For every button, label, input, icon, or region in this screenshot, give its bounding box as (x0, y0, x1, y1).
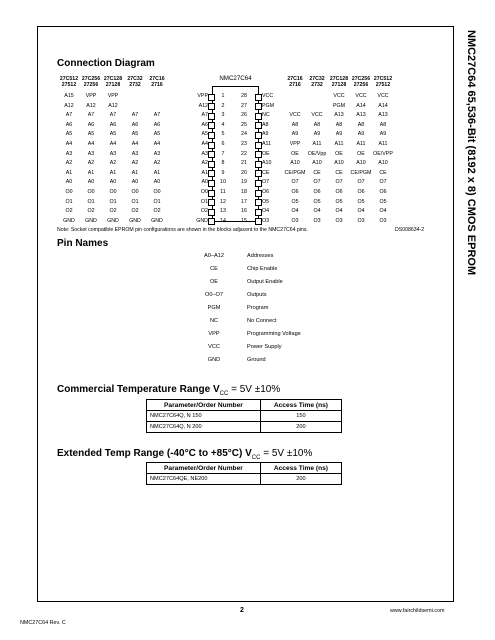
pin-description: Chip Enable (247, 266, 278, 272)
chip-right-label: O6 (262, 189, 270, 195)
right-col-cell: O6 (313, 189, 321, 195)
right-col-cell: O4 (313, 208, 321, 215)
chip-left-label: VPP (197, 93, 208, 99)
left-col-cell: A3 (109, 150, 117, 157)
chip-right-label: PGM (262, 102, 275, 109)
left-col-cell: A12 (86, 102, 96, 109)
right-col-cell: O5 (379, 198, 387, 205)
chip-right-label: VCC (262, 93, 274, 99)
left-col-cell: O1 (109, 198, 117, 205)
left-col-cell: A7 (87, 112, 95, 119)
right-col-cell: A11 (378, 141, 388, 147)
right-col-cell: O3 (313, 217, 321, 224)
pin-box (208, 151, 215, 158)
right-pin-number: 20 (241, 169, 247, 176)
chip-left-label: A5 (201, 131, 208, 138)
right-pin-number: 21 (241, 160, 247, 167)
pin-box (208, 142, 215, 149)
diagram-note: Note: Socket compatible EPROM pin configurations are shown in the blocks adjacent to the NMC27C64 pins. (57, 227, 308, 233)
left-col-cell: A5 (87, 131, 95, 138)
pin-description: Programming Voltage (247, 331, 301, 337)
page-number: 2 (240, 607, 244, 614)
left-col-cell: GND (85, 217, 97, 224)
left-pin-number: 3 (221, 112, 225, 119)
left-col-cell: O2 (153, 208, 161, 215)
left-col-cell: A4 (131, 141, 139, 147)
left-col-cell: A2 (65, 160, 73, 167)
chip-left-label: A6 (201, 121, 208, 128)
left-col-cell: O2 (109, 208, 117, 215)
left-col-cell: A0 (153, 179, 161, 186)
left-col-header: 27C16 2716 (149, 76, 165, 88)
right-pin-number: 22 (241, 150, 247, 157)
chip-left-label: O0 (200, 189, 208, 195)
chip-left-label: GND (196, 217, 208, 224)
right-col-cell: O5 (313, 198, 321, 205)
pin-symbol: PGM (207, 305, 221, 311)
pin-symbol: O0–O7 (204, 292, 224, 298)
left-col-cell: A1 (109, 169, 117, 176)
right-col-header: 27C512 27512 (373, 76, 393, 88)
right-col-cell: A8 (379, 121, 387, 128)
left-col-cell: A0 (65, 179, 73, 186)
right-pin-number: 23 (241, 141, 247, 147)
left-pin-number: 9 (221, 169, 225, 176)
right-col-cell: A13 (334, 112, 344, 119)
access-time: 200 (260, 474, 341, 485)
left-col-cell: A5 (153, 131, 161, 138)
right-col-cell: O5 (291, 198, 299, 205)
right-col-header: 27C128 27128 (329, 76, 349, 88)
pin-name-row (184, 344, 320, 357)
footer-url[interactable]: www.fairchildsemi.com (390, 608, 445, 614)
left-col-cell: A3 (131, 150, 139, 157)
right-col-cell: A11 (334, 141, 344, 147)
right-pin-number: 28 (241, 93, 247, 99)
right-col-cell: O6 (291, 189, 299, 195)
table-row (147, 422, 342, 433)
left-col-header: 27C512 27512 (59, 76, 79, 88)
table-row (147, 474, 342, 485)
pin-name-row (184, 357, 320, 370)
pin-symbol: NC (209, 318, 219, 324)
pin-description: Addresses (247, 253, 274, 259)
left-col-cell: O1 (87, 198, 95, 205)
right-col-cell: A14 (356, 102, 366, 109)
left-pin-number: 7 (221, 150, 225, 157)
right-pin-number: 15 (241, 217, 247, 224)
left-col-cell: A4 (65, 141, 73, 147)
right-col-header: 27C256 27256 (351, 76, 371, 88)
right-col-cell: PGM (332, 102, 346, 109)
right-col-cell: A8 (357, 121, 365, 128)
right-col-cell: A9 (357, 131, 365, 138)
chip-right-label: OE (262, 150, 270, 157)
chip-left-label: A12 (198, 102, 208, 109)
right-pin-number: 24 (241, 131, 247, 138)
right-col-cell: A9 (291, 131, 299, 138)
left-pin-number: 1 (221, 93, 225, 99)
chip-left-label: A7 (201, 112, 208, 119)
order-number: NMC27C64Q, N 150 (147, 411, 261, 422)
right-col-cell: O7 (291, 179, 299, 186)
access-header: Access Time (ns) (260, 400, 341, 411)
pin-name-row (184, 305, 320, 318)
right-pin-number: 25 (241, 121, 247, 128)
pin-names-table (184, 253, 320, 370)
right-col-cell: A9 (379, 131, 387, 138)
chip-left-label: A2 (201, 160, 208, 167)
table-row (147, 411, 342, 422)
right-col-cell: O6 (379, 189, 387, 195)
pin-description: Output Enable (247, 279, 283, 285)
chip-right-label: A8 (262, 121, 269, 128)
pin-box (255, 103, 262, 110)
left-col-cell: VPP (107, 93, 119, 99)
left-col-cell: A6 (109, 121, 117, 128)
figure-id: DS008634-2 (395, 227, 425, 233)
right-col-cell: VPP (289, 141, 301, 147)
left-pin-number: 2 (221, 102, 225, 109)
left-col-cell: GND (129, 217, 141, 224)
left-col-cell: O2 (65, 208, 73, 215)
pin-description: Outputs (247, 292, 267, 298)
pin-box (255, 151, 262, 158)
right-col-cell: VCC (311, 112, 323, 119)
right-col-cell: A8 (313, 121, 321, 128)
right-col-cell: CE (335, 169, 343, 176)
right-col-cell: OE (357, 150, 365, 157)
pin-box (255, 170, 262, 177)
left-col-cell: A0 (109, 179, 117, 186)
left-col-cell: A6 (153, 121, 161, 128)
left-col-cell: O0 (153, 189, 161, 195)
left-col-header: 27C256 27256 (81, 76, 101, 88)
right-col-cell: VCC (355, 93, 367, 99)
right-col-cell: A9 (335, 131, 343, 138)
pin-box (208, 113, 215, 120)
pin-symbol: OE (209, 279, 219, 285)
pin-box (255, 180, 262, 187)
right-col-cell: O3 (335, 217, 343, 224)
left-col-cell: A15 (64, 93, 74, 99)
left-col-cell: A2 (131, 160, 139, 167)
pin-name-row (184, 292, 320, 305)
right-col-cell: A10 (312, 160, 322, 167)
side-title-text: NMC27C64 65,536-Bit (8192 x 8) CMOS EPROM (465, 30, 477, 276)
chip-right-label: O5 (262, 198, 270, 205)
left-col-cell: A3 (153, 150, 161, 157)
pin-box (255, 113, 262, 120)
left-pin-number: 13 (220, 208, 226, 215)
left-col-cell: A3 (65, 150, 73, 157)
side-title (456, 30, 486, 330)
pin-box (255, 142, 262, 149)
right-col-cell: O4 (379, 208, 387, 215)
order-number: NMC27C64QE, NE200 (147, 474, 261, 485)
pin-box (208, 170, 215, 177)
right-pin-number: 17 (241, 198, 247, 205)
right-col-cell: CE/PGM (284, 169, 306, 176)
pin-names-heading: Pin Names (57, 238, 109, 249)
chip-right-label: A9 (262, 131, 269, 138)
right-col-cell: O6 (357, 189, 365, 195)
pin-name-row (184, 331, 320, 344)
right-col-cell: CE (313, 169, 321, 176)
pin-name-row (184, 266, 320, 279)
access-time: 200 (260, 422, 341, 433)
left-col-cell: A6 (87, 121, 95, 128)
right-col-cell: OE (291, 150, 299, 157)
pin-box (255, 132, 262, 139)
left-col-cell: A0 (87, 179, 95, 186)
right-col-cell: VCC (289, 112, 301, 119)
right-col-cell: A11 (356, 141, 366, 147)
left-col-cell: A4 (87, 141, 95, 147)
param-header: Parameter/Order Number (147, 400, 261, 411)
commercial-table (146, 399, 342, 433)
pin-box (255, 161, 262, 168)
right-col-cell: A10 (378, 160, 388, 167)
left-pin-number: 14 (220, 217, 226, 224)
left-col-cell: O0 (131, 189, 139, 195)
left-col-header: 27C32 2732 (127, 76, 143, 88)
right-col-cell: O4 (357, 208, 365, 215)
left-col-cell: VPP (85, 93, 97, 99)
right-col-header: 27C16 2716 (287, 76, 303, 88)
left-col-cell: A0 (131, 179, 139, 186)
left-col-cell: O0 (87, 189, 95, 195)
right-col-cell: O7 (379, 179, 387, 186)
pin-symbol: GND (207, 357, 221, 363)
pin-box (208, 190, 215, 197)
chip-left-label: O1 (200, 198, 208, 205)
pin-box (208, 132, 215, 139)
left-col-cell: A5 (109, 131, 117, 138)
left-col-cell: A7 (131, 112, 139, 119)
right-col-cell: A14 (378, 102, 388, 109)
pin-name-row (184, 253, 320, 266)
right-col-cell: A10 (290, 160, 300, 167)
pin-symbol: CE (210, 266, 218, 272)
pin-box (255, 122, 262, 129)
left-pin-number: 5 (221, 131, 225, 138)
pin-symbol: A0–A12 (204, 253, 224, 259)
left-col-cell: O0 (65, 189, 73, 195)
chip-left-label: A4 (201, 141, 208, 147)
left-col-cell: A12 (108, 102, 118, 109)
chip-left-label: A1 (201, 169, 208, 176)
right-pin-number: 19 (241, 179, 247, 186)
left-col-cell: A7 (65, 112, 73, 119)
left-col-cell: A5 (65, 131, 73, 138)
pin-name-row (184, 318, 320, 331)
chip-right-label: O4 (262, 208, 270, 215)
pin-description: Power Supply (247, 344, 282, 350)
chip-left-label: A0 (201, 179, 208, 186)
right-col-cell: VCC (333, 93, 345, 99)
left-col-cell: A7 (153, 112, 161, 119)
right-col-cell: O5 (335, 198, 343, 205)
right-col-cell: A11 (312, 141, 322, 147)
chip-right-label: NC (262, 112, 270, 119)
right-col-cell: A13 (378, 112, 388, 119)
right-pin-number: 27 (241, 102, 247, 109)
left-col-cell: A1 (65, 169, 73, 176)
right-col-cell: O3 (291, 217, 299, 224)
footer-rev: NMC27C64 Rev. C (20, 620, 66, 626)
right-col-cell: O7 (357, 179, 365, 186)
right-pin-number: 16 (241, 208, 247, 215)
left-col-cell: A1 (153, 169, 161, 176)
pin-symbol: VPP (208, 331, 220, 337)
access-time: 150 (260, 411, 341, 422)
right-col-cell: A10 (356, 160, 366, 167)
chip-right-label: A10 (262, 160, 272, 167)
left-pin-number: 11 (220, 189, 226, 195)
chip-right-label: O7 (262, 179, 270, 186)
left-col-cell: O1 (153, 198, 161, 205)
pin-box (208, 180, 215, 187)
chip-right-label: A11 (262, 141, 272, 147)
right-col-cell: O4 (335, 208, 343, 215)
pin-box (255, 218, 262, 225)
chip-left-label: O2 (200, 208, 208, 215)
left-col-cell: A1 (87, 169, 95, 176)
connection-heading: Connection Diagram (57, 58, 155, 69)
left-col-cell: GND (107, 217, 119, 224)
left-col-cell: A1 (131, 169, 139, 176)
left-col-cell: O0 (109, 189, 117, 195)
left-col-cell: A4 (109, 141, 117, 147)
pin-box (208, 218, 215, 225)
chip-left-label: A3 (201, 150, 208, 157)
right-col-cell: OE (335, 150, 343, 157)
pin-description: No Connect (247, 318, 277, 324)
right-col-cell: O7 (335, 179, 343, 186)
order-number: NMC27C64Q, N 200 (147, 422, 261, 433)
right-col-cell: O6 (335, 189, 343, 195)
left-col-cell: O2 (131, 208, 139, 215)
left-col-cell: O2 (87, 208, 95, 215)
commercial-heading: Commercial Temperature Range $V_{CC} = 5V \pm 10\%$ (57, 384, 281, 397)
right-col-cell: A13 (356, 112, 366, 119)
left-pin-number: 10 (220, 179, 226, 186)
left-col-header: 27C128 27128 (103, 76, 123, 88)
pin-box (208, 161, 215, 168)
param-header: Parameter/Order Number (147, 463, 261, 474)
left-col-cell: A4 (153, 141, 161, 147)
left-col-cell: A7 (109, 112, 117, 119)
left-pin-number: 8 (221, 160, 225, 167)
left-col-cell: A6 (65, 121, 73, 128)
right-col-cell: A10 (334, 160, 344, 167)
chip-right-label: CE (262, 169, 270, 176)
right-col-cell: O3 (379, 217, 387, 224)
extended-table (146, 462, 342, 485)
access-header: Access Time (ns) (260, 463, 341, 474)
pin-box (255, 190, 262, 197)
right-col-header: 27C32 2732 (309, 76, 325, 88)
right-col-cell: O5 (357, 198, 365, 205)
right-col-cell: O4 (291, 208, 299, 215)
pin-box (208, 94, 215, 101)
chip-name: NMC27C64 (219, 75, 252, 82)
right-col-cell: A8 (335, 121, 343, 128)
left-col-cell: A12 (64, 102, 74, 109)
left-pin-number: 12 (220, 198, 226, 205)
right-col-cell: O7 (313, 179, 321, 186)
left-col-cell: A6 (131, 121, 139, 128)
left-col-cell: A2 (109, 160, 117, 167)
right-col-cell: OE/Vpp (307, 150, 327, 157)
left-pin-number: 4 (221, 121, 225, 128)
pin-box (255, 199, 262, 206)
pin-symbol: VCC (208, 344, 220, 350)
right-col-cell: O3 (357, 217, 365, 224)
pin-box (208, 209, 215, 216)
left-col-cell: GND (63, 217, 75, 224)
left-col-cell: A2 (153, 160, 161, 167)
pin-box (208, 122, 215, 129)
right-col-cell: A8 (291, 121, 299, 128)
left-col-cell: GND (151, 217, 163, 224)
pin-box (255, 94, 262, 101)
right-col-cell: CE (379, 169, 387, 176)
chip-right-label: O3 (262, 217, 270, 224)
left-col-cell: A2 (87, 160, 95, 167)
right-col-cell: VCC (377, 93, 389, 99)
left-pin-number: 6 (221, 141, 225, 147)
right-pin-number: 26 (241, 112, 247, 119)
right-col-cell: OE/VPP (373, 150, 393, 157)
pin-box (255, 209, 262, 216)
left-col-cell: O1 (131, 198, 139, 205)
pin-description: Program (247, 305, 269, 311)
right-col-cell: A9 (313, 131, 321, 138)
pin-name-row (184, 279, 320, 292)
left-col-cell: A5 (131, 131, 139, 138)
left-col-cell: O1 (65, 198, 73, 205)
extended-heading: Extended Temp Range (-40°C to +85°C) $V_{CC} = 5V \pm 10\%$ (57, 448, 313, 461)
pin-box (208, 103, 215, 110)
left-col-cell: A3 (87, 150, 95, 157)
right-pin-number: 18 (241, 189, 247, 195)
pin-description: Ground (247, 357, 266, 363)
pin-box (208, 199, 215, 206)
right-col-cell: CE/PGM (350, 169, 372, 176)
